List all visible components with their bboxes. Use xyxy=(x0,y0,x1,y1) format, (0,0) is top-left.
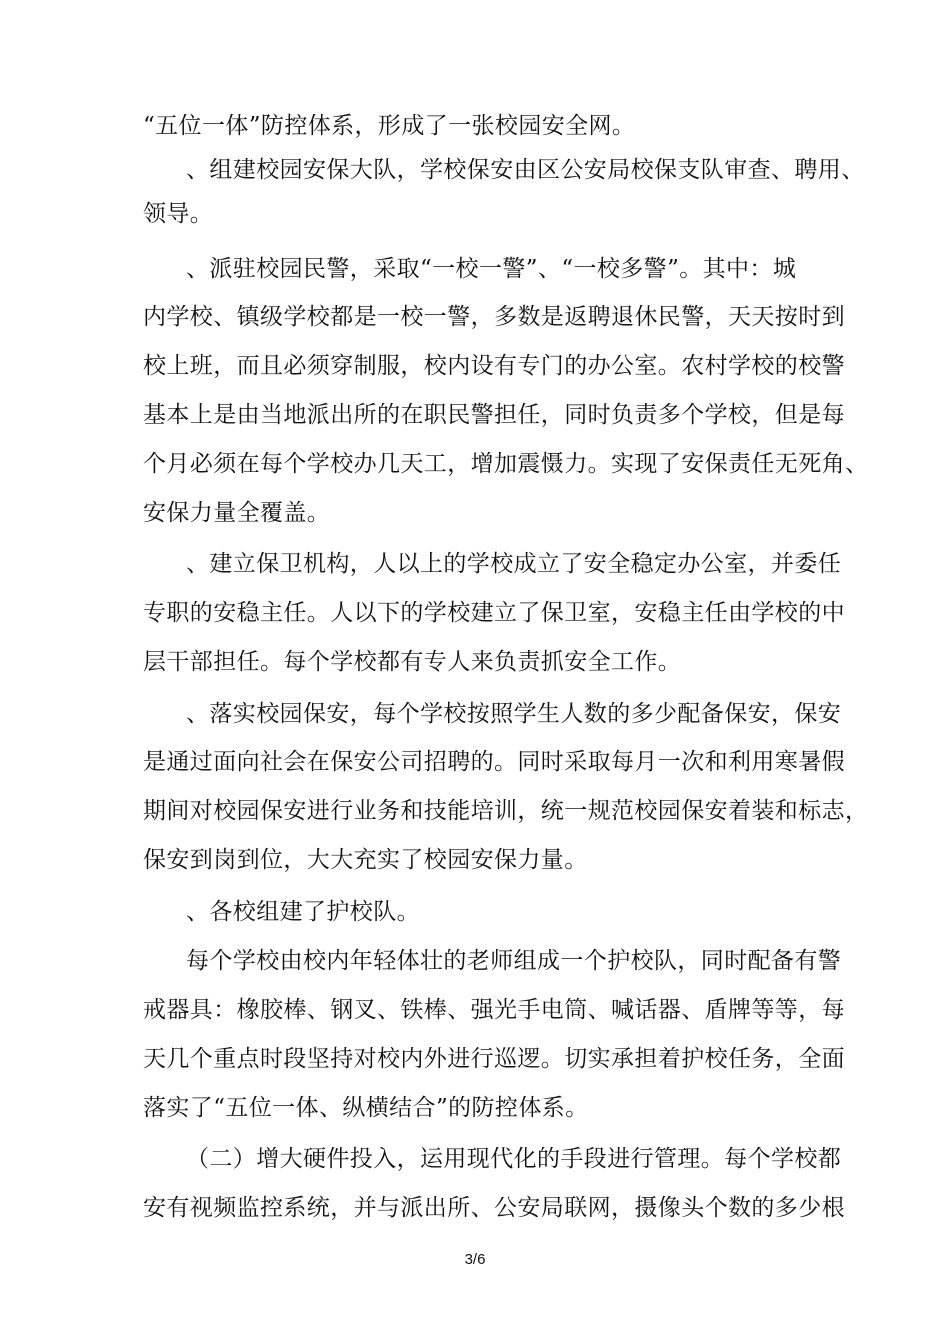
text-line: 、落实校园保安，每个学校按照学生人数的多少配备保安，保安 xyxy=(186,701,842,727)
text-line: 、各校组建了护校队。 xyxy=(186,899,420,925)
text-line: 、建立保卫机构，人以上的学校成立了安全稳定办公室，并委任 xyxy=(186,551,842,577)
text-line: 基本上是由当地派出所的在职民警担任，同时负责多个学校，但是每 xyxy=(143,402,845,428)
text-line: 个月必须在每个学校办几天工，增加震慑力。实现了安保责任无死角、 xyxy=(143,451,869,477)
text-line: 领导。 xyxy=(143,201,214,227)
text-line: 落实了“五位一体、纵横结合”的防控体系。 xyxy=(143,1095,589,1121)
text-line: 校上班，而且必须穿制服，校内设有专门的办公室。农村学校的校警 xyxy=(143,353,845,379)
text-line: 、组建校园安保大队，学校保安由区公安局校保支队审查、聘用、 xyxy=(186,157,865,183)
text-line: 保安到岗到位，大大充实了校园安保力量。 xyxy=(143,847,588,873)
text-line: 期间对校园保安进行业务和技能培训，统一规范校园保安着装和标志， xyxy=(143,798,869,824)
text-line: （二）增大硬件投入，运用现代化的手段进行管理。每个学校都 xyxy=(186,1146,842,1172)
text-line: 戒器具：橡胶棒、钢叉、铁棒、强光手电筒、喊话器、盾牌等等，每 xyxy=(143,997,845,1023)
text-line: 安保力量全覆盖。 xyxy=(143,500,331,526)
text-line: 、派驻校园民警，采取“一校一警”、“一校多警”。其中：城 xyxy=(186,256,797,282)
text-line: “五位一体”防控体系，形成了一张校园安全网。 xyxy=(143,113,636,139)
text-line: 层干部担任。每个学校都有专人来负责抓安全工作。 xyxy=(143,649,682,675)
text-line: 是通过面向社会在保安公司招聘的。同时采取每月一次和利用寒暑假 xyxy=(143,749,845,775)
page-number: 3/6 xyxy=(464,1251,486,1268)
text-line: 专职的安稳主任。人以下的学校建立了保卫室，安稳主任由学校的中 xyxy=(143,600,845,626)
text-line: 每个学校由校内年轻体壮的老师组成一个护校队，同时配备有警 xyxy=(186,948,842,974)
text-line: 安有视频监控系统，并与派出所、公安局联网，摄像头个数的多少根 xyxy=(143,1195,845,1221)
text-line: 天几个重点时段坚持对校内外进行巡逻。切实承担着护校任务，全面 xyxy=(143,1046,845,1072)
text-line: 内学校、镇级学校都是一校一警，多数是返聘退休民警，天天按时到 xyxy=(143,304,845,330)
